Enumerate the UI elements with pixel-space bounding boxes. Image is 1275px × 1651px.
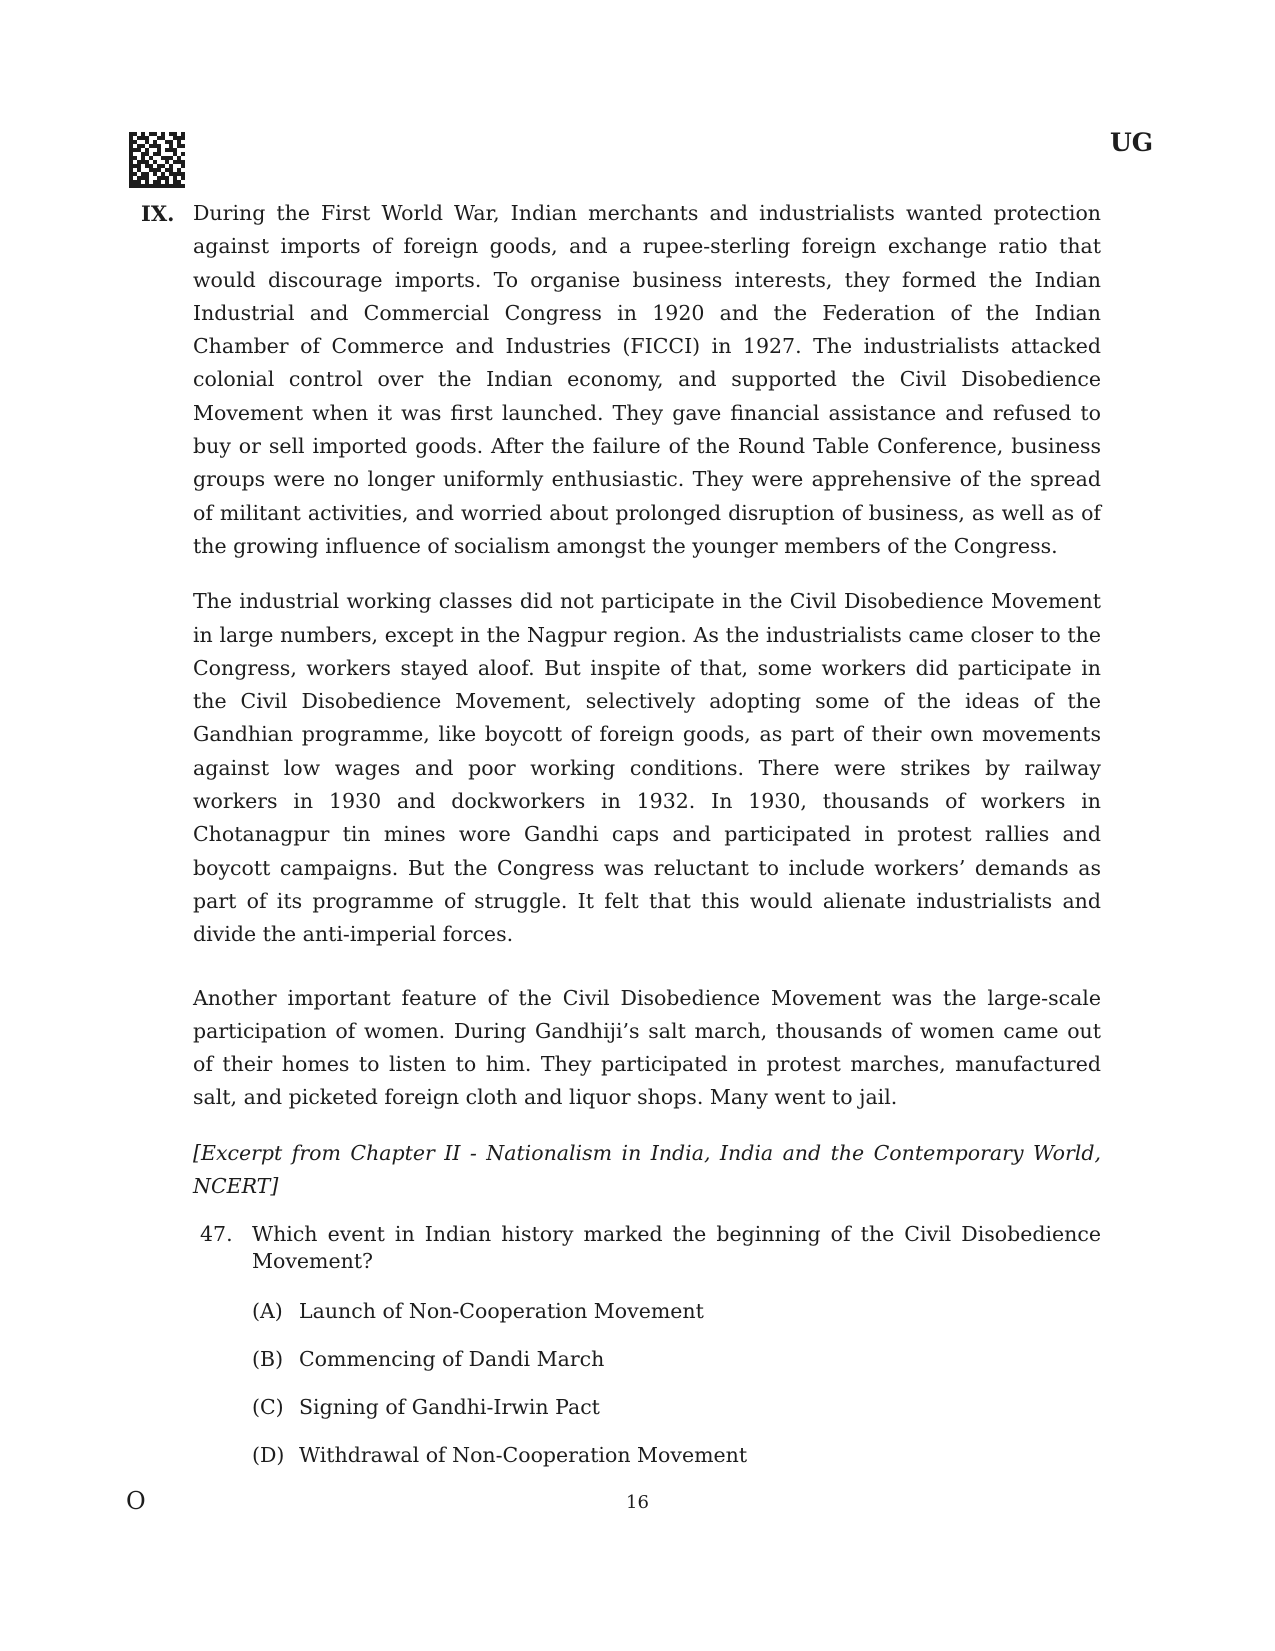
option-c bbox=[252, 1394, 1101, 1421]
passage-paragraph: The industrial working classes did not participate in the Civil Disobedience Movement in large numbers, except in the Nagpur region. As the industrialists came closer to the Congress, workers stayed aloof. But inspite of that, some workers did participate in the Civil Disobedience Movement, selectively adopting some of the ideas of the Gandhian programme, like boycott of foreign goods, as part of their own movements against low wages and poor working conditions. There were strikes by railway workers in 1930 and dockworkers in 1932. In 1930, thousands of workers in Chotanagpur tin mines wore Gandhi caps and participated in protest rallies and boycott campaigns. But the Congress was reluctant to include workers’ demands as part of its programme of struggle. It felt that this would alienate industrialists and divide the anti-imperial forces. bbox=[193, 589, 1101, 947]
option-b bbox=[252, 1346, 1101, 1373]
option-letter: (D) bbox=[252, 1443, 285, 1467]
passage bbox=[193, 197, 1101, 1203]
option-letter: (A) bbox=[252, 1299, 283, 1323]
option-a bbox=[252, 1298, 1101, 1325]
option-text: Commencing of Dandi March bbox=[299, 1347, 605, 1371]
option-d bbox=[252, 1442, 1101, 1469]
passage-paragraph: During the First World War, Indian merchants and industrialists wanted protection against imports of foreign goods, and a rupee-sterling foreign exchange ratio that would discourage imports. To organise business interests, they formed the Indian Industrial and Commercial Congress in 1920 and the Federation of the Indian Chamber of Commerce and Industries (FICCI) in 1927. The industrialists attacked colonial control over the Indian economy, and supported the Civil Disobedience Movement when it was first launched. They gave financial assistance and refused to buy or sell imported goods. After the failure of the Round Table Conference, business groups were no longer uniformly enthusiastic. They were apprehensive of the spread of militant activities, and worried about prolonged disruption of business, as well as of the growing influence of socialism amongst the younger members of the Congress. bbox=[193, 201, 1101, 558]
question-text: Which event in Indian history marked the beginning of the Civil Disobedience Movement? bbox=[252, 1222, 1101, 1273]
passage-source: [Excerpt from Chapter II - Nationalism in India, India and the Contemporary World, NCERT] bbox=[193, 1140, 1101, 1199]
series-code: UG bbox=[1110, 128, 1154, 157]
question-47 bbox=[200, 1221, 1101, 1490]
qr-code-icon bbox=[129, 132, 185, 188]
section-label: IX. bbox=[141, 201, 175, 226]
option-text: Signing of Gandhi-Irwin Pact bbox=[299, 1395, 600, 1419]
passage-paragraph: Another important feature of the Civil Disobedience Movement was the large-scale participation of women. During Gandhiji’s salt march, thousands of women came out of their homes to listen to him. They participated in protest marches, manufactured salt, and picketed foreign cloth and liquor shops. Many went to jail. bbox=[193, 985, 1101, 1110]
option-letter: (C) bbox=[252, 1395, 284, 1419]
option-letter: (B) bbox=[252, 1347, 284, 1371]
option-text: Withdrawal of Non-Cooperation Movement bbox=[299, 1443, 748, 1467]
question-number: 47. bbox=[200, 1222, 233, 1246]
booklet-code: O bbox=[126, 1487, 146, 1515]
option-text: Launch of Non-Cooperation Movement bbox=[299, 1299, 704, 1323]
answer-options bbox=[252, 1298, 1101, 1469]
page-number: 16 bbox=[626, 1492, 649, 1513]
